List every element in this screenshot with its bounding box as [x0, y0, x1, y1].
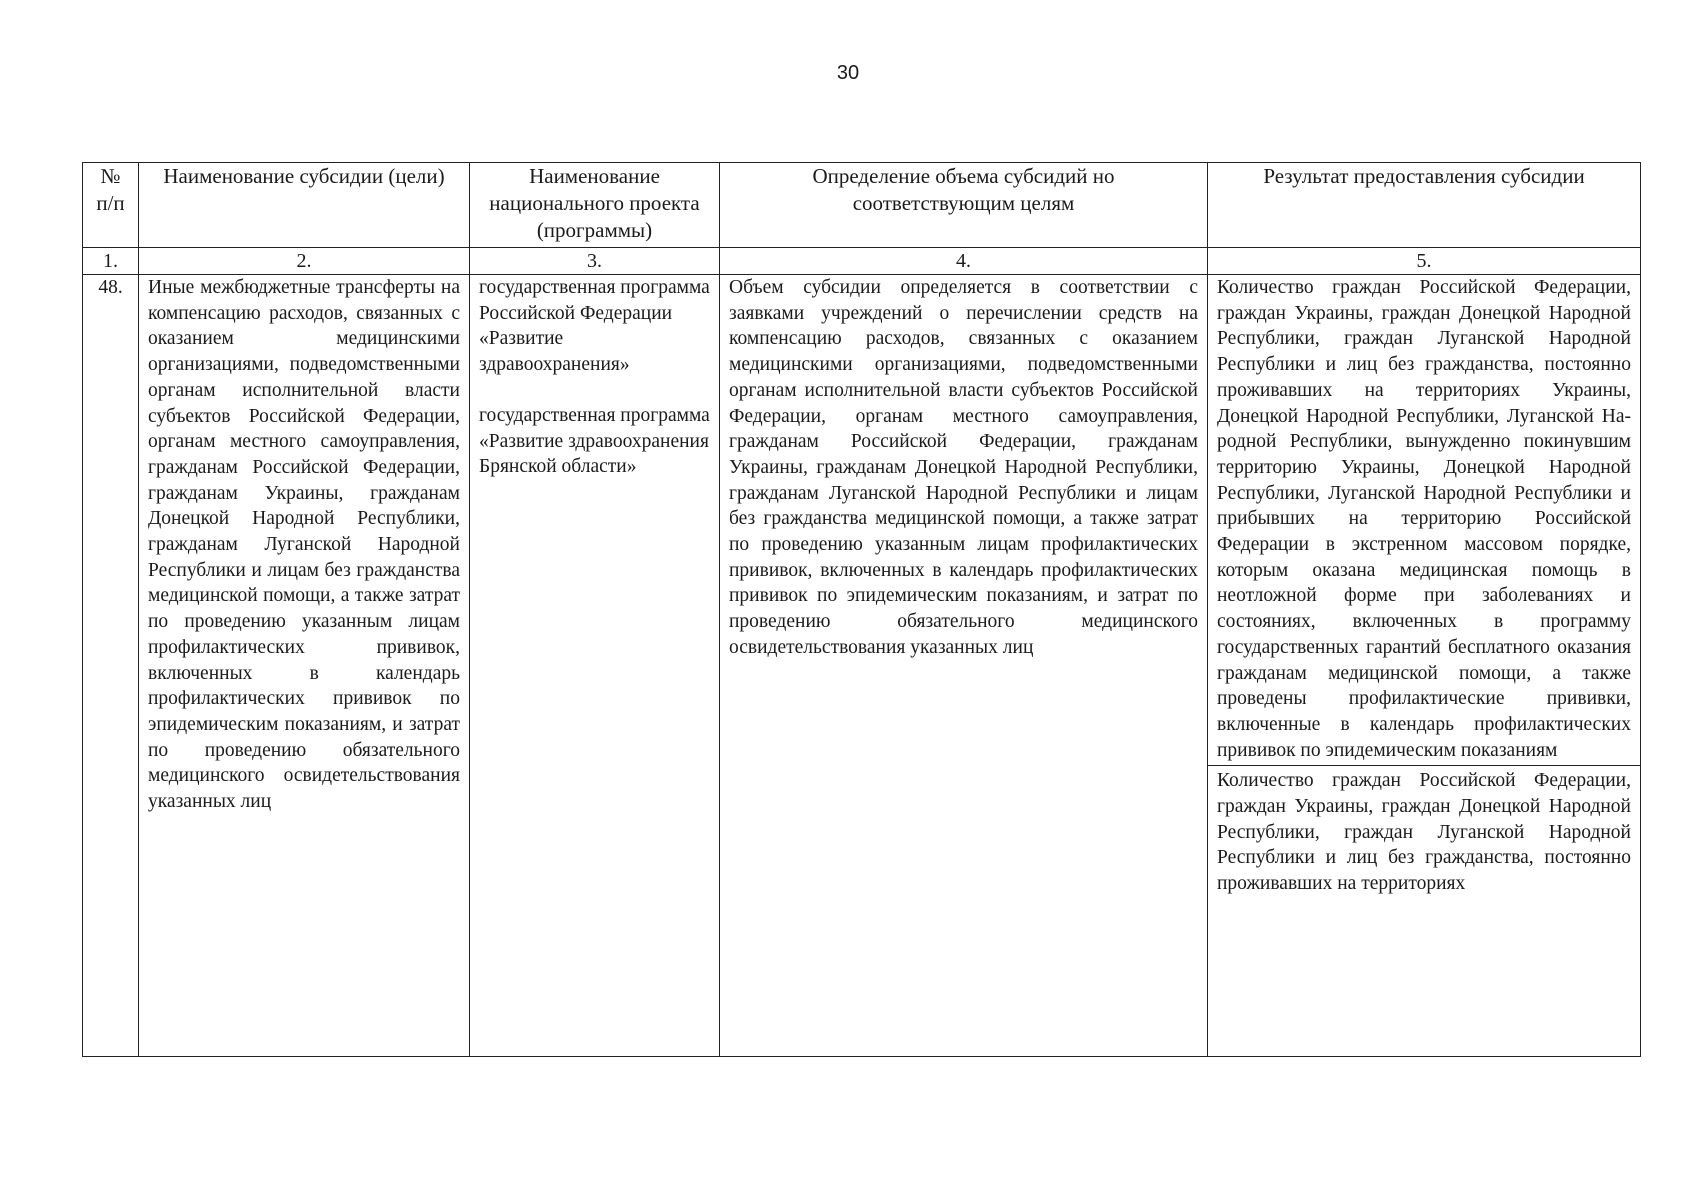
header-subsidy-name: Наименование субсидии (цели): [139, 163, 470, 248]
column-number-row: [83, 248, 1641, 275]
subsidy-table: [82, 162, 1641, 1057]
header-number: № п/п: [83, 163, 139, 248]
page-number: 30: [836, 62, 860, 84]
program-regional: государственная программа «Развитие здравоохранения Брянской области»: [479, 404, 710, 478]
column-number-5: 5.: [1208, 248, 1641, 275]
result-indicator-2: Количество граждан Российской Федерации, граждан Украины, граждан Донецкой Народной Республики, граждан Луганской Народной Республики и лиц без гражданства, постоянно проживавших на территориях: [1208, 765, 1640, 897]
header-project-name: Наименование национального проекта (программы): [470, 163, 720, 248]
header-row: [83, 163, 1641, 248]
column-number-2: 2.: [139, 248, 470, 275]
result-cell: [1208, 275, 1641, 1057]
table-row: [83, 275, 1641, 1057]
row-number: 48.: [83, 275, 139, 1057]
column-number-4: 4.: [720, 248, 1208, 275]
header-result: Результат предоставления субсидии: [1208, 163, 1641, 248]
program-cell: [470, 275, 720, 1057]
header-volume-definition: Определение объема субсидий но соответствующим целям: [720, 163, 1208, 248]
subsidy-name-cell: Иные межбюджетные трансферты на компенсацию расходов, связанных с оказанием медицинскими организациями, подведомственными органам исполнительной власти субъектов Российской Федерации, органам местного самоуправления, гражданам Российской Федерации, гражданам Украины, гражданам Донецкой Народной Республики, гражданам Луганской Народной Республики и лицам без гражданства медицинской помощи, а также затрат по проведению указанным лицам профилактических прививок, включенных в календарь профилактических прививок по эпидемическим показаниям, и затрат по проведению обязательного медицинского освидетельствования указанных лиц: [139, 275, 470, 1057]
program-federal: государственная программа Российской Федерации «Развитие здравоохранения»: [479, 277, 710, 376]
column-number-1: 1.: [83, 248, 139, 275]
volume-definition-cell: Объем субсидии определяется в соответствии с заявками учреждений о перечислении средств на компенсацию расходов, связанных с оказанием медицинскими организациями, подведомственными органам исполнительной власти субъектов Российской Федерации, органам местного самоуправления, гражданам Российской Федерации, гражданам Украины, гражданам Донецкой Народной Республики, гражданам Луганской Народной Республики и лицам без гражданства медицинской помощи, а также затрат по проведению указанным лицам профилактических прививок, включенных в календарь профилактических прививок по эпидемическим показаниям, и затрат по проведению обязательного медицинского освидетельствования указанных лиц: [720, 275, 1208, 1057]
column-number-3: 3.: [470, 248, 720, 275]
result-indicator-1: Количество граждан Российской Федерации, граждан Украины, граждан Донецкой Народной Республики, граждан Луганской Народной Республики и лиц без гражданства, постоянно проживавших на территориях Украины, Донецкой Народной Республики, Луганской На-родной Республики, вынужденно покинувшим территорию Украины, Донецкой Народной Республики, Луганской Народной Республики и прибывших на территорию Российской Федерации в экстренном массовом порядке, которым оказана медицинская помощь в неотложной форме при заболеваниях и состояниях, включенных в программу государственных гарантий бесплатного оказания гражданам медицинской помощи, а также проведены профилактические прививки, включенные в календарь профилактических прививок по эпидемическим показаниям: [1217, 277, 1631, 761]
program-gap: [479, 378, 710, 403]
